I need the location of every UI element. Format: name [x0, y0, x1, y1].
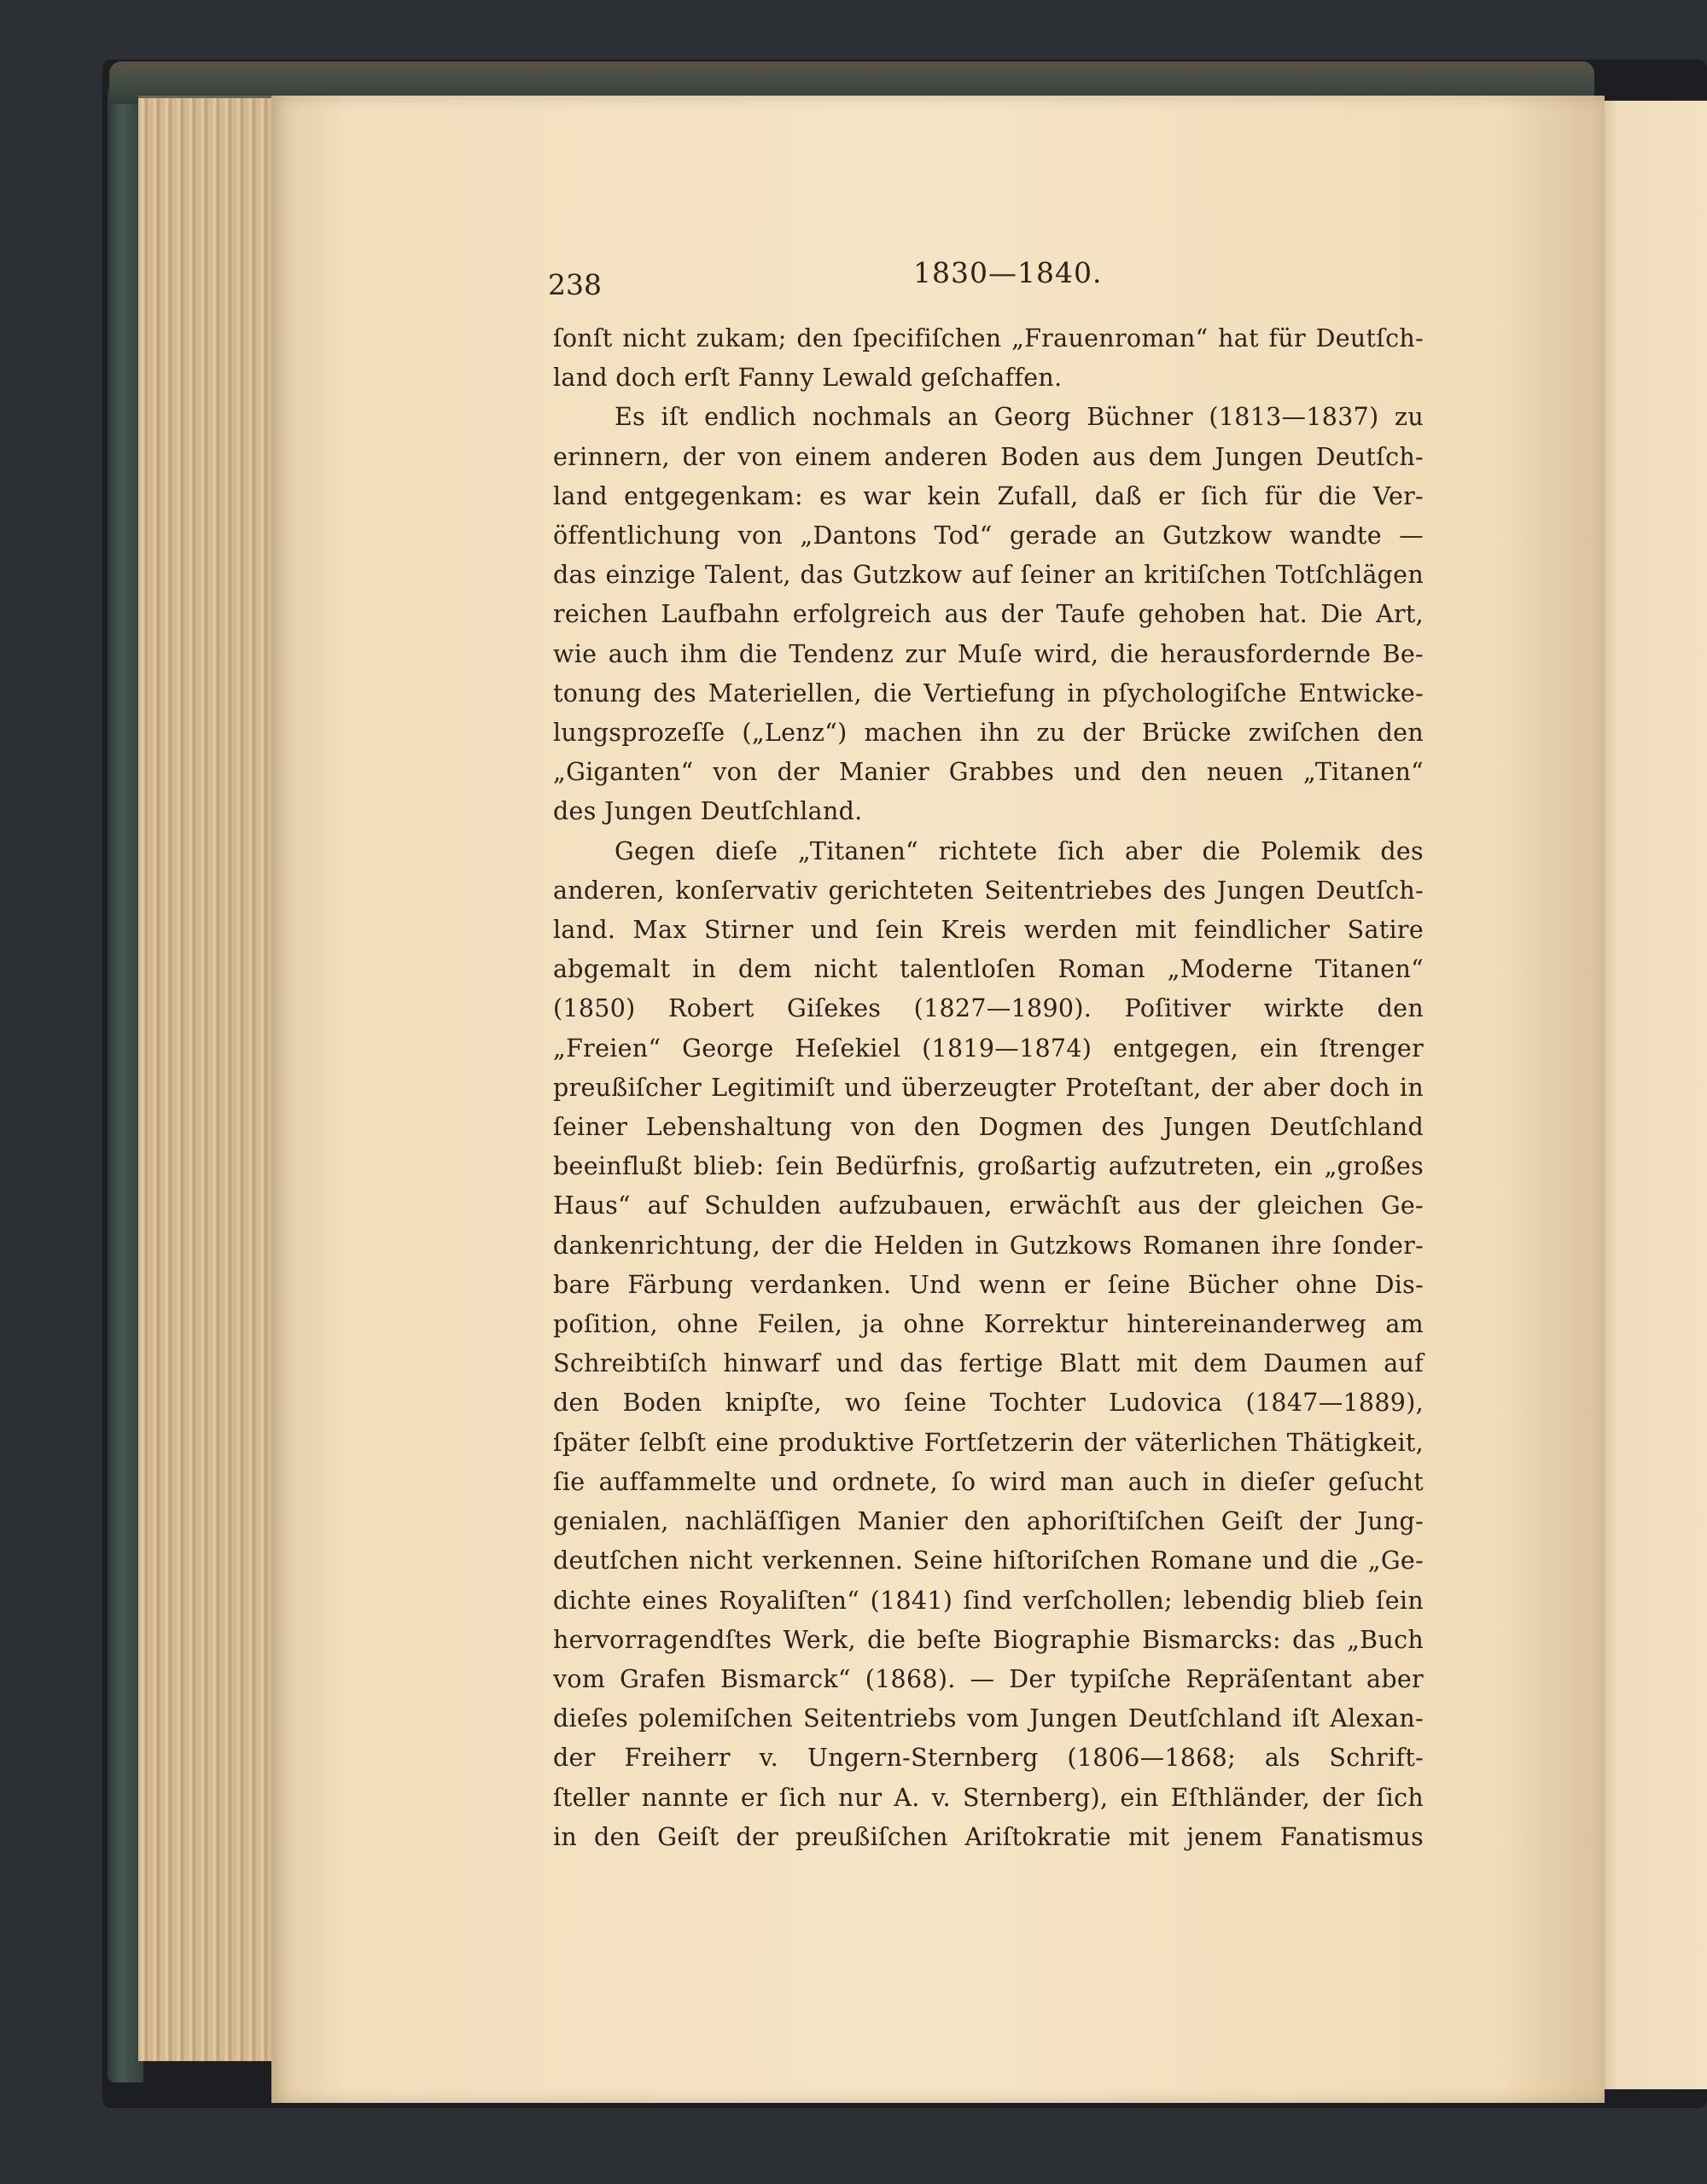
text-line: beeinflußt blieb: ſein Bedürfnis, großartig aufzutreten, ein „großes	[553, 1152, 1424, 1181]
text-line: dieſes polemiſchen Seitentriebs vom Jungen Deutſchland iſt Alexan-	[553, 1704, 1424, 1733]
text-line: das einzige Talent, das Gutzkow auf ſeiner an kritiſchen Totſchlägen	[553, 561, 1424, 590]
text-line: (1850) Robert Giſekes (1827—1890). Poſitiver wirkte den	[553, 994, 1424, 1023]
page-header	[548, 256, 1427, 307]
text-line: genialen, nachläſſigen Manier den aphoriſtiſchen Geiſt der Jung-	[553, 1507, 1424, 1536]
text-line: vom Grafen Bismarck“ (1868). — Der typiſche Repräſentant aber	[553, 1664, 1424, 1693]
text-line: abgemalt in dem nicht talentloſen Roman „Moderne Titanen“	[553, 955, 1424, 984]
text-line: Es iſt endlich nochmals an Georg Büchner (1813—1837) zu	[615, 403, 1424, 432]
text-line: deutſchen nicht verkennen. Seine hiſtoriſchen Romane und die „Ge-	[553, 1546, 1424, 1575]
text-line: den Boden knipſte, wo ſeine Tochter Ludovica (1847—1889),	[553, 1389, 1424, 1418]
text-line: reichen Laufbahn erfolgreich aus der Taufe gehoben hat. Die Art,	[553, 600, 1424, 629]
text-line: poſition, ohne Feilen, ja ohne Korrektur hintereinanderweg am	[553, 1310, 1424, 1339]
text-line: lungsprozeſſe („Lenz“) machen ihn zu der Brücke zwiſchen den	[553, 719, 1424, 748]
text-line: in den Geiſt der preußiſchen Ariſtokratie mit jenem Fanatismus	[553, 1822, 1424, 1851]
text-line: ſpäter ſelbſt eine produktive Fortſetzerin der väterlichen Thätigkeit,	[553, 1428, 1424, 1457]
text-line: anderen, konſervativ gerichteten Seitentriebes des Jungen Deutſch-	[553, 876, 1424, 905]
text-line: bare Färbung verdanken. Und wenn er ſeine Bücher ohne Dis-	[553, 1270, 1424, 1299]
text-line: „Giganten“ von der Manier Grabbes und den neuen „Titanen“	[553, 758, 1424, 787]
text-line: tonung des Materiellen, die Vertiefung in pſychologiſche Entwicke-	[553, 678, 1424, 708]
text-line: der Freiherr v. Ungern-Sternberg (1806—1868; als Schrift-	[553, 1744, 1424, 1773]
text-line: hervorragendſtes Werk, die beſte Biographie Bismarcks: das „Buch	[553, 1625, 1424, 1654]
text-line: ſonſt nicht zukam; den ſpecifiſchen „Frauenroman“ hat für Deutſch-	[553, 324, 1424, 352]
text-line: Haus“ auf Schulden aufzubauen, erwächſt aus der gleichen Ge-	[553, 1191, 1424, 1220]
page-edges	[138, 96, 288, 2061]
paragraph-1	[553, 319, 1424, 398]
text-line: dichte eines Royaliſten“ (1841) ſind verſchollen; lebendig blieb ſein	[553, 1586, 1424, 1615]
page-number: 238	[548, 268, 602, 301]
text-line: ſeiner Lebenshaltung von den Dogmen des Jungen Deutſchland	[553, 1113, 1424, 1142]
text-line: öffentlichung von „Dantons Tod“ gerade an Gutzkow wandte —	[553, 521, 1424, 550]
text-line: ſie auffammelte und ordnete, ſo wird man auch in dieſer geſucht	[553, 1467, 1424, 1496]
text-line: land entgegenkam: es war kein Zufall, daß er ſich für die Ver-	[553, 481, 1424, 510]
paragraph-2	[553, 398, 1424, 831]
text-line: des Jungen Deutſchland.	[553, 797, 863, 826]
paragraph-3	[553, 832, 1424, 1857]
text-line: land doch erſt Fanny Lewald geſchaffen.	[553, 364, 1063, 393]
text-line: Schreibtiſch hinwarf und das fertige Blatt mit dem Daumen auf	[553, 1349, 1424, 1378]
text-line: erinnern, der von einem anderen Boden aus dem Jungen Deutſch-	[553, 442, 1424, 471]
body-text	[553, 319, 1424, 1857]
text-line: land. Max Stirner und ſein Kreis werden mit feindlicher Satire	[553, 916, 1424, 945]
text-line: ſteller nannte er ſich nur A. v. Sternberg), ein Eſthländer, der ſich	[553, 1783, 1424, 1812]
text-line: preußiſcher Legitimiſt und überzeugter Proteſtant, der aber doch in	[553, 1073, 1424, 1102]
text-line: dankenrichtung, der die Helden in Gutzkows Romanen ihre ſonder-	[553, 1231, 1424, 1260]
running-head: 1830—1840.	[913, 256, 1103, 289]
text-line: wie auch ihm die Tendenz zur Muſe wird, die herausfordernde Be-	[553, 639, 1424, 668]
text-line: Gegen dieſe „Titanen“ richtete ſich aber die Polemik des	[615, 836, 1424, 865]
text-line: „Freien“ George Heſekiel (1819—1874) entgegen, ein ſtrenger	[553, 1034, 1424, 1063]
